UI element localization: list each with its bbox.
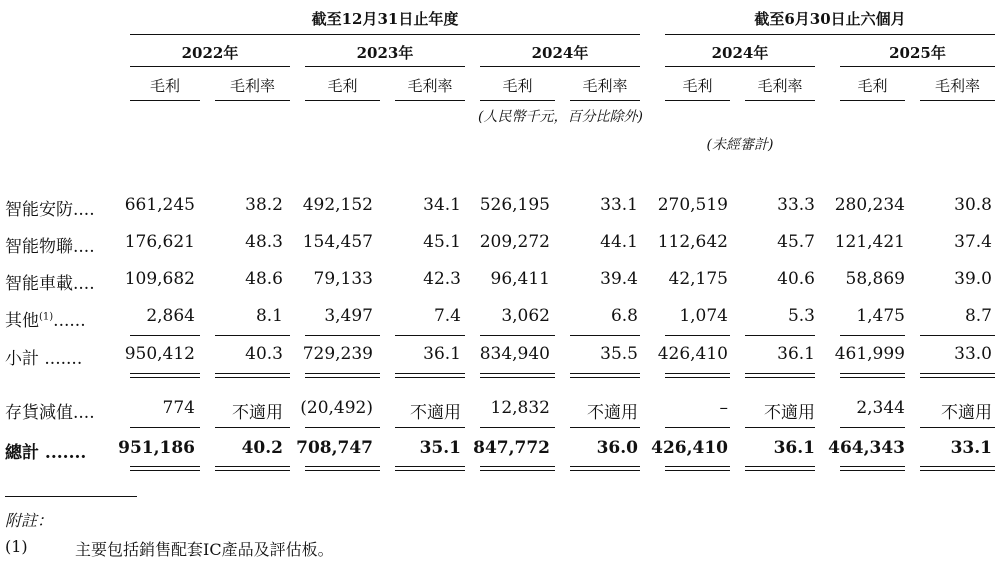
total-top-rule	[480, 427, 555, 428]
row-value: 176,621	[124, 232, 195, 252]
total-top-rule	[665, 427, 730, 428]
row-value: 3,062	[501, 306, 550, 326]
total-double-rule	[745, 466, 815, 471]
row-value: 30.8	[954, 195, 992, 215]
row-value: 708,747	[296, 438, 373, 458]
row-label: 智能安防....	[5, 200, 95, 220]
row-value: 774	[162, 398, 195, 418]
row-value: 464,343	[828, 438, 905, 458]
subhead-rule-5	[480, 100, 555, 101]
col-margin-2024: 毛利率	[582, 77, 628, 95]
row-value: 不適用	[587, 403, 638, 423]
row-label: 總計 .......	[5, 443, 87, 463]
total-double-rule	[920, 466, 995, 471]
row-value: 33.1	[600, 195, 638, 215]
total-top-rule	[215, 427, 290, 428]
row-value: 42,175	[668, 269, 728, 289]
row-value: 426,410	[651, 438, 728, 458]
row-value: 38.2	[245, 195, 283, 215]
row-value: 270,519	[657, 195, 728, 215]
row-value: 36.1	[423, 344, 461, 364]
row-value: 5.3	[787, 306, 815, 326]
row-value: 不適用	[410, 403, 461, 423]
subhead-rule-7	[665, 100, 730, 101]
row-value: 33.1	[950, 438, 992, 458]
year-rule-2024	[480, 66, 640, 67]
row-value: 40.3	[245, 344, 283, 364]
subhead-rule-3	[305, 100, 380, 101]
row-label	[5, 306, 86, 331]
col-margin-2025-interim: 毛利率	[934, 77, 980, 95]
unit-note: (人民幣千元，百分比除外)	[478, 109, 643, 125]
row-value: 35.5	[600, 344, 638, 364]
row-value: 96,411	[490, 269, 550, 289]
row-value: 不適用	[941, 403, 992, 423]
row-value: 36.0	[596, 438, 638, 458]
row-label: 智能物聯....	[5, 237, 95, 257]
row-value: 79,133	[313, 269, 373, 289]
row-label-dots: ......	[53, 311, 86, 331]
row-value: 36.1	[773, 438, 815, 458]
col-gross-profit-2025-interim: 毛利	[857, 77, 888, 95]
total-top-rule	[920, 427, 995, 428]
subtotal-double-rule	[305, 373, 380, 378]
row-label: 智能車載....	[5, 274, 95, 294]
year-header-2025-interim: 2025年	[889, 44, 946, 62]
subtotal-double-rule	[130, 373, 200, 378]
subtotal-top-rule	[570, 335, 640, 336]
total-top-rule	[305, 427, 380, 428]
year-rule-2022	[130, 66, 290, 67]
subtotal-top-rule	[130, 335, 200, 336]
subhead-rule-6	[570, 100, 640, 101]
total-double-rule	[480, 466, 555, 471]
row-value: 729,239	[302, 344, 373, 364]
row-value: 8.7	[964, 306, 992, 326]
year-header-2024: 2024年	[531, 44, 589, 62]
year-header-2024-interim: 2024年	[711, 44, 769, 62]
row-value: 950,412	[124, 344, 195, 364]
subtotal-top-rule	[840, 335, 905, 336]
row-value: 461,999	[834, 344, 905, 364]
row-value: 426,410	[657, 344, 728, 364]
unaudited-note: (未經審計)	[706, 137, 774, 153]
row-value: 36.1	[777, 344, 815, 364]
total-double-rule	[130, 466, 200, 471]
row-value: 7.4	[433, 306, 461, 326]
subtotal-top-rule	[745, 335, 815, 336]
row-value: 12,832	[490, 398, 550, 418]
row-value: 48.3	[245, 232, 283, 252]
row-value: 45.7	[777, 232, 815, 252]
row-value: 40.6	[777, 269, 815, 289]
row-value: 6.8	[610, 306, 638, 326]
total-top-rule	[570, 427, 640, 428]
row-label: 存貨減值....	[5, 403, 95, 423]
total-top-rule	[745, 427, 815, 428]
year-rule-2025-interim	[840, 66, 995, 67]
col-margin-2024-interim: 毛利率	[757, 77, 803, 95]
row-value: 37.4	[954, 232, 992, 252]
total-top-rule	[130, 427, 200, 428]
subtotal-top-rule	[920, 335, 995, 336]
total-top-rule	[395, 427, 465, 428]
subtotal-double-rule	[215, 373, 290, 378]
row-value: 39.0	[954, 269, 992, 289]
row-value: 209,272	[479, 232, 550, 252]
annual-period-rule	[130, 34, 640, 35]
row-value: 109,682	[124, 269, 195, 289]
col-margin-2022: 毛利率	[229, 77, 275, 95]
subhead-rule-2	[215, 100, 290, 101]
row-value: 951,186	[118, 438, 195, 458]
total-double-rule	[665, 466, 730, 471]
row-label: 小計 .......	[5, 349, 83, 369]
row-value: 33.3	[777, 195, 815, 215]
subhead-rule-4	[395, 100, 465, 101]
row-value: 不適用	[764, 403, 815, 423]
footnote-item-text: 主要包括銷售配套IC產品及評估板。	[75, 540, 334, 559]
footnote-item-marker: (1)	[5, 537, 28, 556]
col-gross-profit-2024: 毛利	[502, 77, 533, 95]
row-value: 1,074	[679, 306, 728, 326]
subtotal-double-rule	[665, 373, 730, 378]
subtotal-top-rule	[480, 335, 555, 336]
row-value: 48.6	[245, 269, 283, 289]
year-rule-2023	[305, 66, 465, 67]
year-header-2023: 2023年	[356, 44, 414, 62]
interim-period-header: 截至6月30日止六個月	[754, 10, 906, 28]
row-value: 58,869	[845, 269, 905, 289]
total-double-rule	[215, 466, 290, 471]
interim-period-rule	[665, 34, 995, 35]
subtotal-top-rule	[215, 335, 290, 336]
subhead-rule-8	[745, 100, 815, 101]
year-rule-2024-interim	[665, 66, 815, 67]
col-gross-profit-2024-interim: 毛利	[682, 77, 713, 95]
row-value: 不適用	[232, 403, 283, 423]
subhead-rule-1	[130, 100, 200, 101]
annual-period-header: 截至12月31日止年度	[311, 10, 459, 28]
row-value: 121,421	[834, 232, 905, 252]
total-double-rule	[305, 466, 380, 471]
subtotal-double-rule	[570, 373, 640, 378]
row-value: 44.1	[600, 232, 638, 252]
row-value: –	[719, 398, 728, 418]
row-value: 40.2	[241, 438, 283, 458]
col-margin-2023: 毛利率	[407, 77, 453, 95]
footnote-marker: (1)	[39, 311, 54, 323]
subhead-rule-9	[840, 100, 905, 101]
subtotal-top-rule	[305, 335, 380, 336]
subtotal-top-rule	[395, 335, 465, 336]
row-value: 35.1	[419, 438, 461, 458]
row-value: 280,234	[834, 195, 905, 215]
subtotal-top-rule	[665, 335, 730, 336]
row-value: 847,772	[473, 438, 550, 458]
total-double-rule	[840, 466, 905, 471]
col-gross-profit-2022: 毛利	[149, 77, 180, 95]
subtotal-double-rule	[480, 373, 555, 378]
row-value: 8.1	[255, 306, 283, 326]
row-value: (20,492)	[300, 398, 373, 418]
footnote-separator	[5, 496, 137, 497]
subhead-rule-10	[920, 100, 995, 101]
row-value: 492,152	[302, 195, 373, 215]
row-value: 39.4	[600, 269, 638, 289]
row-value: 661,245	[124, 195, 195, 215]
col-gross-profit-2023: 毛利	[327, 77, 358, 95]
row-value: 3,497	[324, 306, 373, 326]
row-value: 2,344	[856, 398, 905, 418]
row-value: 34.1	[423, 195, 461, 215]
total-double-rule	[395, 466, 465, 471]
total-double-rule	[570, 466, 640, 471]
row-value: 33.0	[954, 344, 992, 364]
row-value: 526,195	[479, 195, 550, 215]
total-top-rule	[840, 427, 905, 428]
subtotal-double-rule	[920, 373, 995, 378]
row-label-text: 其他	[5, 311, 39, 331]
row-value: 42.3	[423, 269, 461, 289]
footnote-title: 附註：	[5, 511, 54, 530]
row-value: 112,642	[657, 232, 728, 252]
row-value: 154,457	[302, 232, 373, 252]
row-value: 45.1	[423, 232, 461, 252]
year-header-2022: 2022年	[181, 44, 239, 62]
subtotal-double-rule	[745, 373, 815, 378]
row-value: 834,940	[479, 344, 550, 364]
subtotal-double-rule	[395, 373, 465, 378]
row-value: 2,864	[146, 306, 195, 326]
row-value: 1,475	[856, 306, 905, 326]
subtotal-double-rule	[840, 373, 905, 378]
